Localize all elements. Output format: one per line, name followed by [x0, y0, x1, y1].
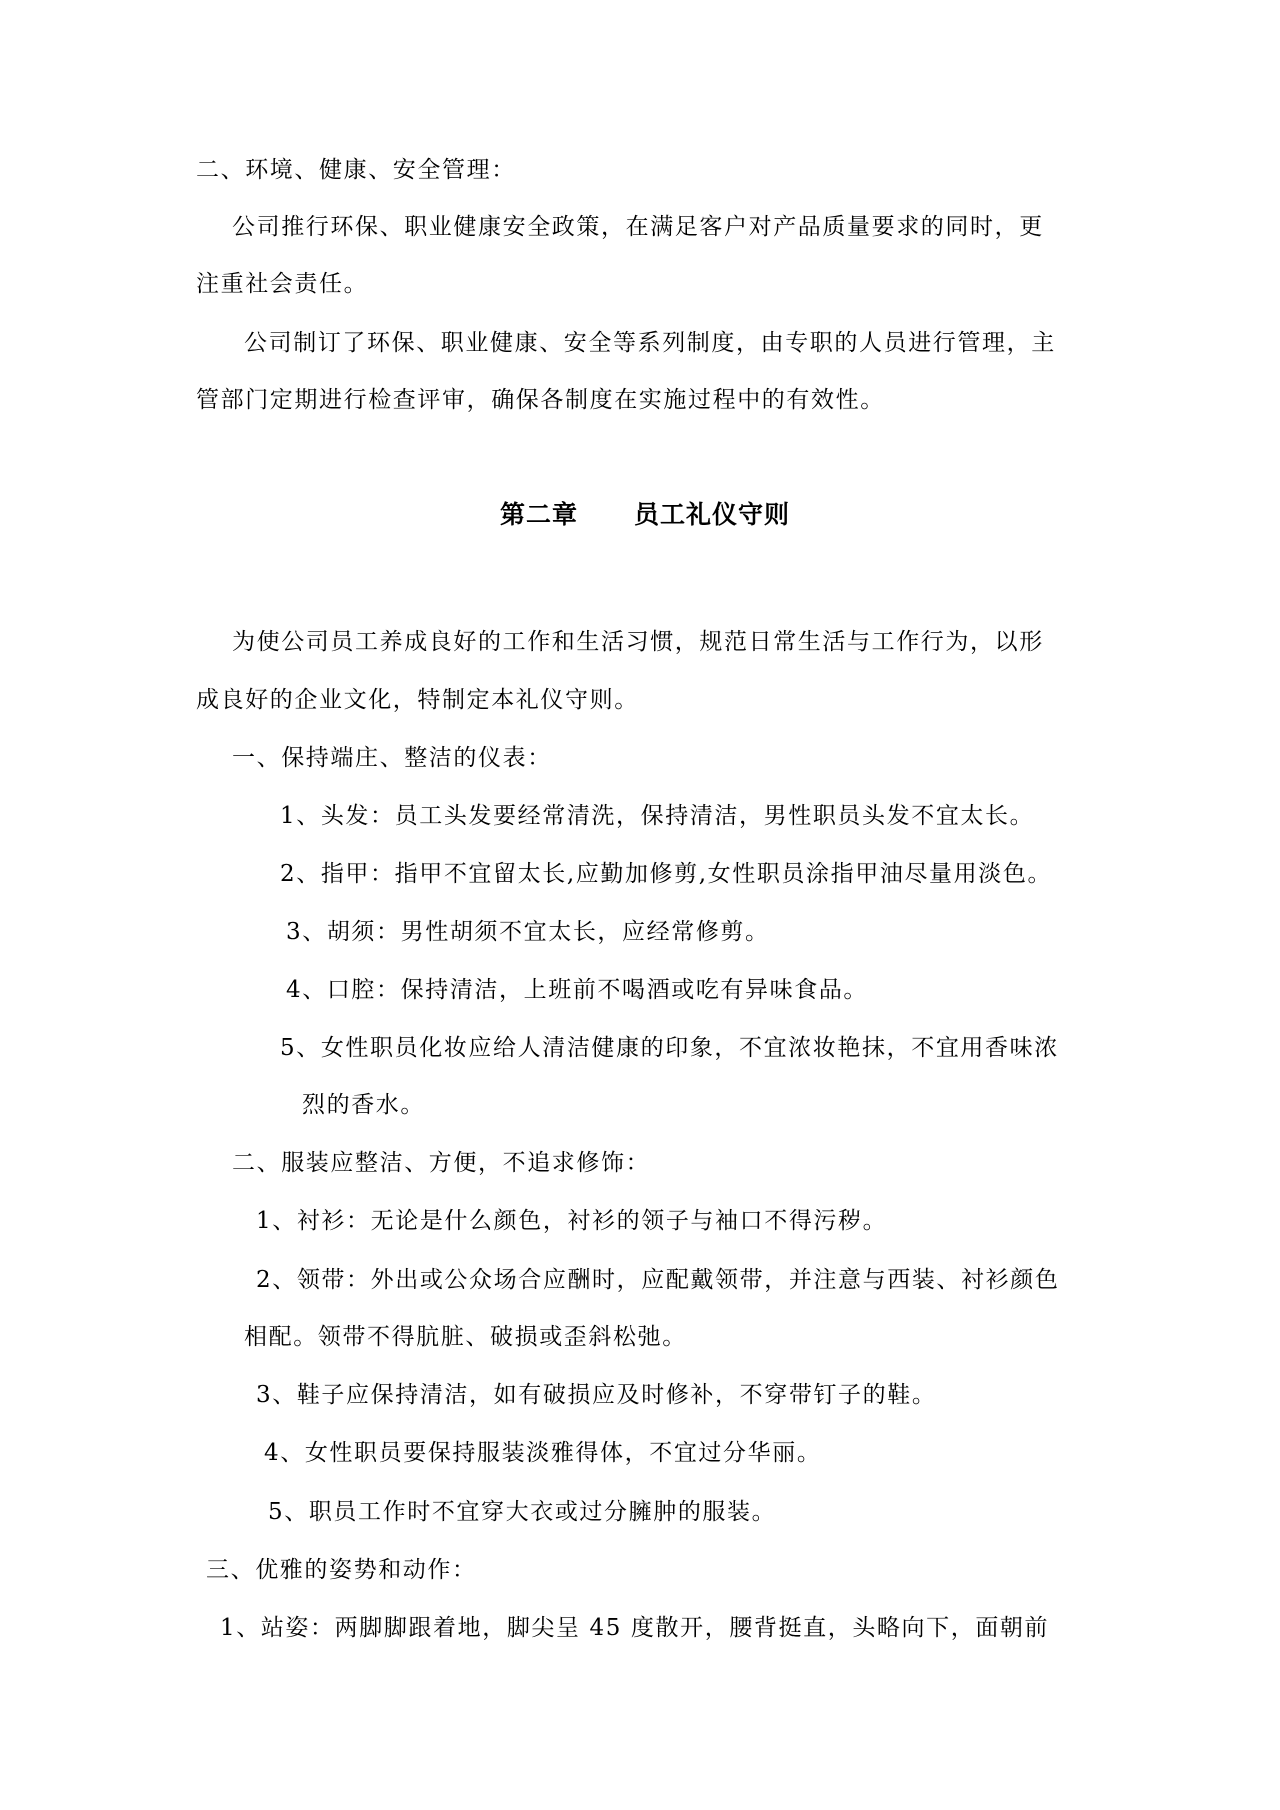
appearance-heading: 一、保持端庄、整洁的仪表： [232, 745, 552, 771]
intro-line2: 成良好的企业文化，特制定本礼仪守则。 [196, 687, 639, 713]
clothing-item-tie-line1: 2、领带：外出或公众场合应酬时，应配戴领带，并注意与西装、衬衫颜色 [256, 1267, 1060, 1293]
clothing-item-shirt: 1、衬衫：无论是什么颜色，衬衫的领子与袖口不得污秽。 [256, 1208, 888, 1234]
clothing-item-shoes: 3、鞋子应保持清洁，如有破损应及时修补，不穿带钉子的鞋。 [256, 1382, 937, 1408]
posture-heading: 三、优雅的姿势和动作： [206, 1557, 477, 1583]
section-env-para2-line1: 公司制订了环保、职业健康、安全等系列制度，由专职的人员进行管理，主 [244, 330, 1056, 356]
posture-item-standing-line1: 1、站姿：两脚脚跟着地，脚尖呈 45 度散开，腰背挺直，头略向下，面朝前 [220, 1615, 1050, 1641]
appearance-item-hair: 1、头发：员工头发要经常清洗，保持清洁，男性职员头发不宜太长。 [280, 803, 1035, 829]
intro-line1: 为使公司员工养成良好的工作和生活习惯，规范日常生活与工作行为，以形 [232, 629, 1044, 655]
clothing-item-female: 4、女性职员要保持服装淡雅得体，不宜过分华丽。 [264, 1440, 822, 1466]
appearance-item-nails: 2、指甲：指甲不宜留太长,应勤加修剪,女性职员涂指甲油尽量用淡色。 [280, 861, 1053, 887]
clothing-heading: 二、服装应整洁、方便，不追求修饰： [232, 1150, 651, 1176]
chapter-number: 第二章 [500, 500, 579, 529]
chapter-title [500, 498, 790, 532]
appearance-item-mouth: 4、口腔：保持清洁，上班前不喝酒或吃有异味食品。 [286, 977, 869, 1003]
appearance-item-makeup-line2: 烈的香水。 [302, 1092, 425, 1118]
section-env-heading: 二、环境、健康、安全管理： [196, 157, 516, 183]
section-env-para2-line2: 管部门定期进行检查评审，确保各制度在实施过程中的有效性。 [196, 387, 885, 413]
clothing-item-tie-line2: 相配。领带不得肮脏、破损或歪斜松弛。 [244, 1324, 687, 1350]
chapter-name: 员工礼仪守则 [634, 500, 791, 529]
appearance-item-makeup-line1: 5、女性职员化妆应给人清洁健康的印象，不宜浓妆艳抹，不宜用香味浓 [280, 1035, 1059, 1061]
appearance-item-beard: 3、胡须：男性胡须不宜太长，应经常修剪。 [286, 919, 770, 945]
section-env-para1-line2: 注重社会责任。 [196, 271, 369, 297]
section-env-para1-line1: 公司推行环保、职业健康安全政策，在满足客户对产品质量要求的同时，更 [232, 214, 1044, 240]
clothing-item-coat: 5、职员工作时不宜穿大衣或过分臃肿的服装。 [268, 1499, 777, 1525]
